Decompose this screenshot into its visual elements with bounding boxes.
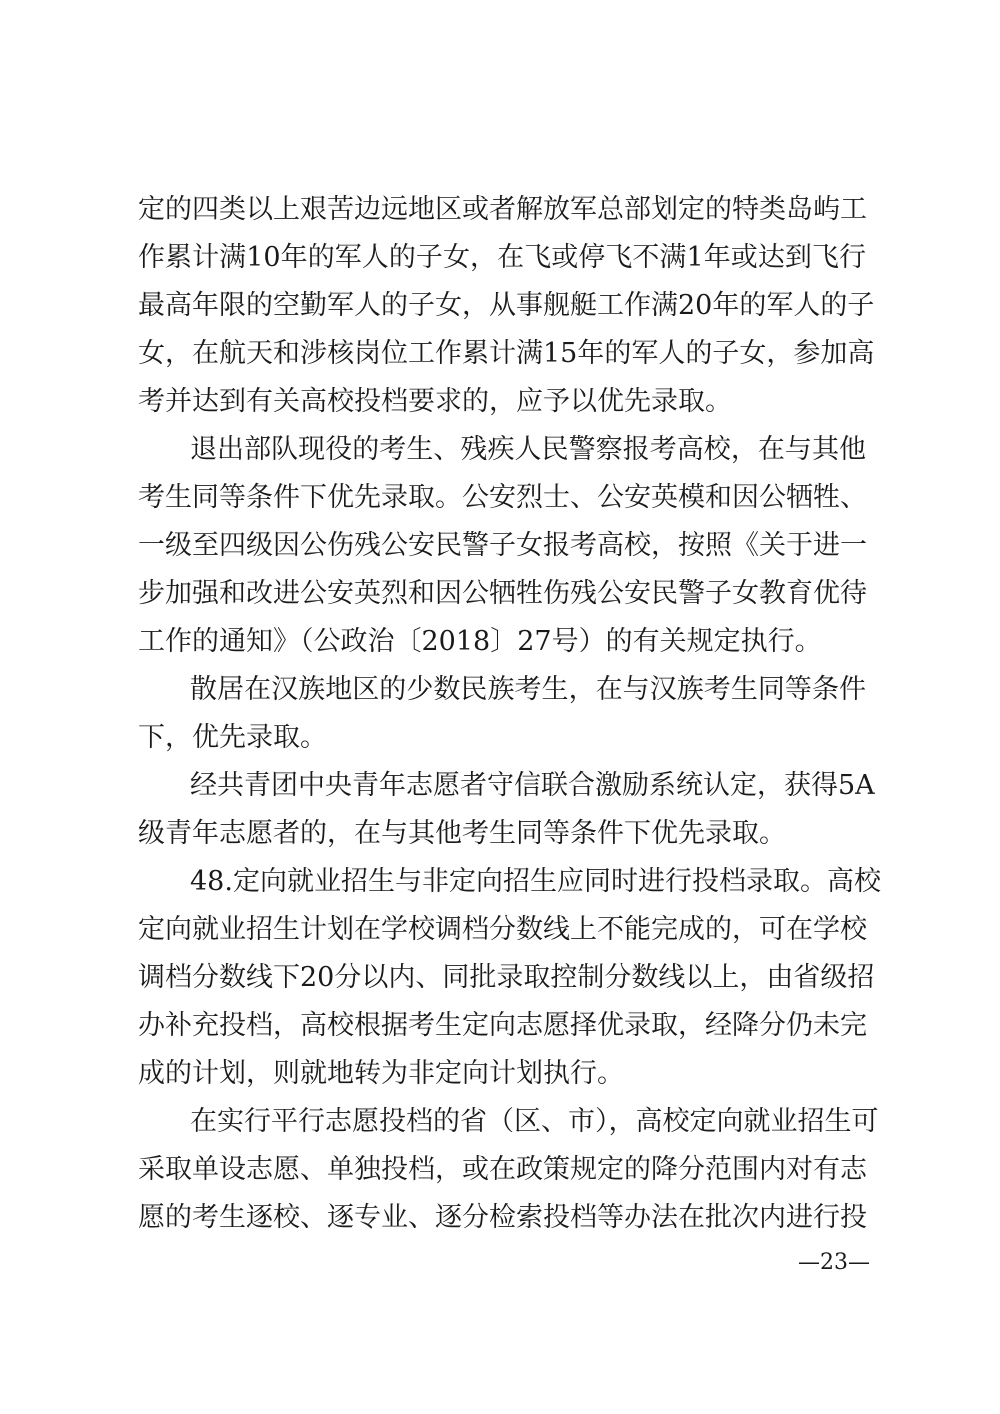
paragraph-2-line-3: 一级至四级因公伤残公安民警子女报考高校，按照《关于进一: [138, 530, 867, 561]
paragraph-5-line-2: 定向就业招生计划在学校调档分数线上不能完成的，可在学校: [138, 914, 867, 945]
paragraph-6-line-1: 在实行平行志愿投档的省（区、市），高校定向就业招生可: [190, 1106, 879, 1137]
paragraph-2-line-2: 考生同等条件下优先录取。公安烈士、公安英模和因公牺牲、: [138, 482, 867, 513]
paragraph-4-line-1: 经共青团中央青年志愿者守信联合激励系统认定，获得5A: [190, 770, 875, 801]
paragraph-4-line-2: 级青年志愿者的，在与其他考生同等条件下优先录取。: [138, 818, 786, 849]
paragraph-1-line-4: 女，在航天和涉核岗位工作累计满15年的军人的子女，参加高: [138, 338, 875, 369]
paragraph-5-line-5: 成的计划，则就地转为非定向计划执行。: [138, 1058, 624, 1089]
paragraph-5-line-4: 办补充投档，高校根据考生定向志愿择优录取，经降分仍未完: [138, 1010, 867, 1041]
paragraph-3-line-1: 散居在汉族地区的少数民族考生，在与汉族考生同等条件: [190, 674, 866, 705]
paragraph-1-line-1: 定的四类以上艰苦边远地区或者解放军总部划定的特类岛屿工: [138, 194, 867, 225]
paragraph-2-line-4: 步加强和改进公安英烈和因公牺牲伤残公安民警子女教育优待: [138, 578, 867, 609]
paragraph-5-line-3: 调档分数线下20分以内、同批录取控制分数线以上，由省级招: [138, 962, 875, 993]
page-number: —23—: [798, 1250, 870, 1275]
paragraph-3-line-2: 下，优先录取。: [138, 722, 327, 753]
paragraph-2-line-5: 工作的通知》（公政治〔2018〕27号）的有关规定执行。: [138, 626, 822, 657]
paragraph-2-line-1: 退出部队现役的考生、残疾人民警察报考高校，在与其他: [190, 434, 866, 465]
paragraph-1-line-3: 最高年限的空勤军人的子女，从事舰艇工作满20年的军人的子: [138, 290, 875, 321]
paragraph-1-line-5: 考并达到有关高校投档要求的，应予以优先录取。: [138, 386, 732, 417]
paragraph-6-line-2: 采取单设志愿、单独投档，或在政策规定的降分范围内对有志: [138, 1154, 867, 1185]
paragraph-5-line-1: 48.定向就业招生与非定向招生应同时进行投档录取。高校: [190, 866, 881, 897]
paragraph-1-line-2: 作累计满10年的军人的子女，在飞或停飞不满1年或达到飞行: [138, 242, 866, 273]
paragraph-6-line-3: 愿的考生逐校、逐专业、逐分检索投档等办法在批次内进行投: [138, 1202, 867, 1233]
